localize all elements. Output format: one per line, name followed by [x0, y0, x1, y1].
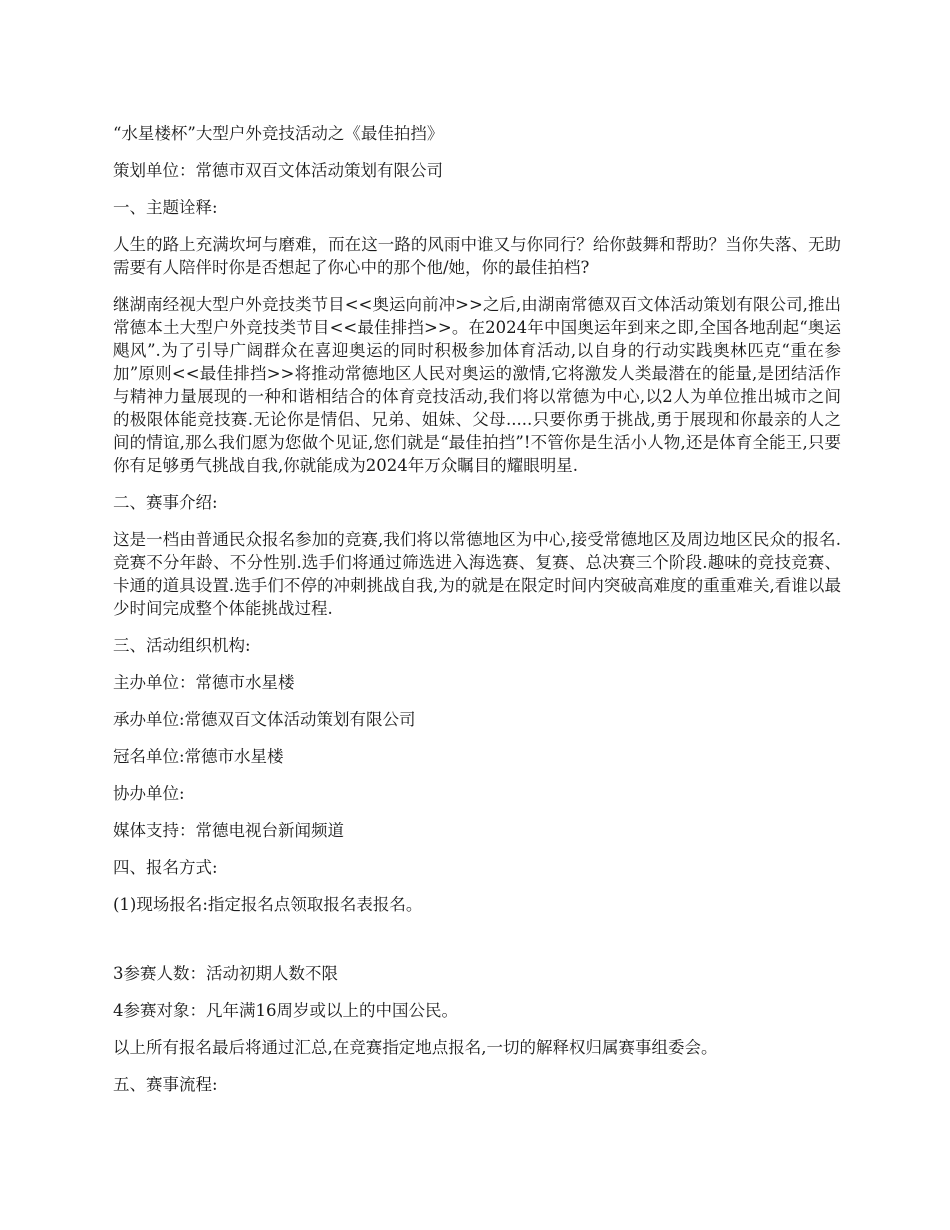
section-heading-signup: 四、报名方式:: [113, 858, 218, 877]
title-sponsor-line: 冠名单位:常德市水星楼: [113, 747, 284, 766]
co-organizer-line: 协办单位:: [113, 784, 185, 803]
participants-count-line: 3参赛人数：活动初期人数不限: [113, 964, 338, 983]
intro-paragraph: 这是一档由普通民众报名参加的竞赛,我们将以常德地区为中心,接受常德地区及周边地区民众的报名.竞赛不分年龄、不分性别.选手们将通过筛选进入海选赛、复赛、总决赛三个阶段.趣味的竞技竞赛、卡通的道具设置.选手们不停的冲刺挑战自我,为的就是在限定时间内突破高难度的重重难关,看谁以最少时间完成整个体能挑战过程.: [113, 530, 841, 618]
organizer-line: 策划单位：常德市双百文体活动策划有限公司: [113, 161, 443, 180]
section-heading-organization: 三、活动组织机构:: [113, 636, 251, 655]
participants-target-line: 4参赛对象：凡年满16周岁或以上的中国公民。: [113, 1001, 458, 1020]
theme-paragraph-1: 人生的路上充满坎坷与磨难，而在这一路的风雨中谁又与你同行？给你鼓舞和帮助？当你失落、无助需要有人陪伴时你是否想起了你心中的那个他/她，你的最佳拍档?: [113, 235, 841, 277]
section-heading-process: 五、赛事流程:: [113, 1075, 218, 1094]
media-line: 媒体支持：常德电视台新闻频道: [113, 821, 344, 840]
undertaker-line: 承办单位:常德双百文体活动策划有限公司: [113, 710, 416, 729]
signup-onsite-line: (1)现场报名:指定报名点领取报名表报名。: [113, 895, 423, 914]
document-page: [113, 122, 841, 1110]
section-heading-theme: 一、主题诠释:: [113, 198, 218, 217]
theme-paragraph-2: 继湖南经视大型户外竞技类节目<<奥运向前冲>>之后,由湖南常德双百文体活动策划有限公司,推出常德本土大型户外竞技类节目<<最佳排挡>>。在2024年中国奥运年到来之即,全国各地刮起“奥运飓风”.为了引导广阔群众在喜迎奥运的同时积极参加体育活动,以自身的行动实践奥林匹克“重在参加”原则<<最佳排挡>>将推动常德地区人民对奥运的激情,它将激发人类最潜在的能量,是团结活作与精神力量展现的一种和谐相结合的体育竞技活动,我们将以常德为中心,以2人为单位推出城市之间的极限体能竞技赛.无论你是情侣、兄弟、姐妹、父母.....只要你勇于挑战,勇于展现和你最亲的人之间的情谊,那么我们愿为您做个见证,您们就是“最佳拍挡”!不管你是生活小人物,还是体育全能王,只要你有足够勇气挑战自我,你就能成为2024年万众瞩目的耀眼明星.: [113, 295, 841, 475]
document-title: “水星楼杯”大型户外竞技活动之《最佳拍挡》: [113, 124, 444, 143]
section-heading-intro: 二、赛事介绍:: [113, 493, 218, 512]
closing-note-line: 以上所有报名最后将通过汇总,在竞赛指定地点报名,一切的解释权归属赛事组委会。: [113, 1038, 718, 1057]
host-line: 主办单位：常德市水星楼: [113, 673, 295, 692]
